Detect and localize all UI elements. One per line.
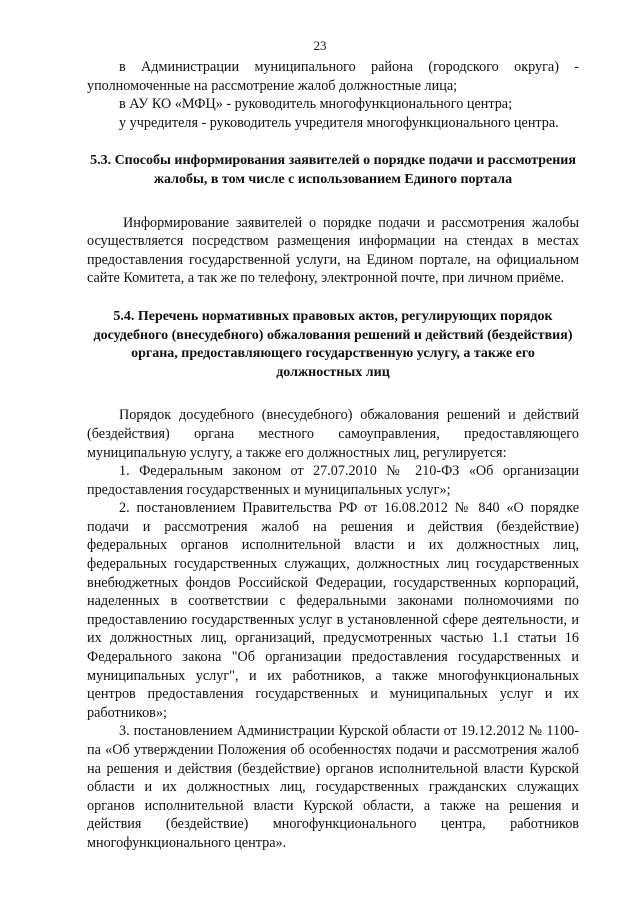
page-content [87,58,579,853]
spacer [87,288,579,308]
spacer [87,190,579,214]
section-5-4-item-2: 2. постановлением Правительства РФ от 16.08.2012 № 840 «О порядке подачи и рассмотрения жалоб на решения и действия (бездействие) федеральных органов исполнительной власти и их должностных лиц, федеральных государственных служащих, должностных лиц государственных внебюджетных фондов Российской Федерации, государственных корпораций, наделенных в соответствии с федеральными законами полномочиями по предоставлению государственных услуг в установленной сфере деятельности, и их должностных лиц, организаций, предусмотренных частью 1.1 статьи 16 Федерального закона "Об организации предоставления государственных и муниципальных услуг", и их работников, а также многофункциональных центров предоставления государственных и муниципальных услуг и их работников»; [87,500,579,721]
intro-line-administration: в Администрации муниципального района (городского округа) - уполномоченные на рассмотрение жалоб должностные лица; [87,59,579,94]
page-number: 23 [313,38,327,53]
intro-line-founder: у учредителя - руководитель учредителя многофункционального центра. [119,114,559,131]
section-5-3-paragraph: Информирование заявителей о порядке подачи и рассмотрения жалобы осуществляется посредством размещения информации на стендах в местах предоставления государственной услуги, на Едином портале, на официальном сайте Комитета, а так же по телефону, электронной почте, при личном приёме. [87,214,579,287]
section-5-4-intro: Порядок досудебного (внесудебного) обжалования решений и действий (бездействия) органа местного самоуправления, предоставляющего муниципальную услугу, а также его должностных лиц, регулируется: [87,407,579,461]
section-5-4-heading: 5.4. Перечень нормативных правовых актов, регулирующих порядок досудебного (внесудебного) обжалования решений и действий (бездействия) органа, предоставляющего государственную услугу, а также его должностных лиц [93,308,573,380]
section-5-4-item-1: 1. Федеральным законом от 27.07.2010 № 210-ФЗ «Об организации предоставления государственных и муниципальных услуг»; [87,463,579,498]
spacer [87,132,579,152]
section-5-3-heading: 5.3. Способы информирования заявителей о порядке подачи и рассмотрения жалобы, в том числе с использованием Единого портала [90,153,576,187]
spacer [87,382,579,406]
section-5-4-item-3: 3. постановлением Администрации Курской области от 19.12.2012 № 1100-па «Об утверждении Положения об особенностях подачи и рассмотрения жалоб на решения и действия (бездействие) органов исполнительной власти Курской области и их должностных лиц, государственных гражданских служащих органов исполнительной власти Курской области, а также на решения и действия (бездействие) многофункционального центра, работников многофункционального центра». [87,723,579,851]
intro-line-mfc: в АУ КО «МФЦ» - руководитель многофункционального центра; [119,96,513,113]
